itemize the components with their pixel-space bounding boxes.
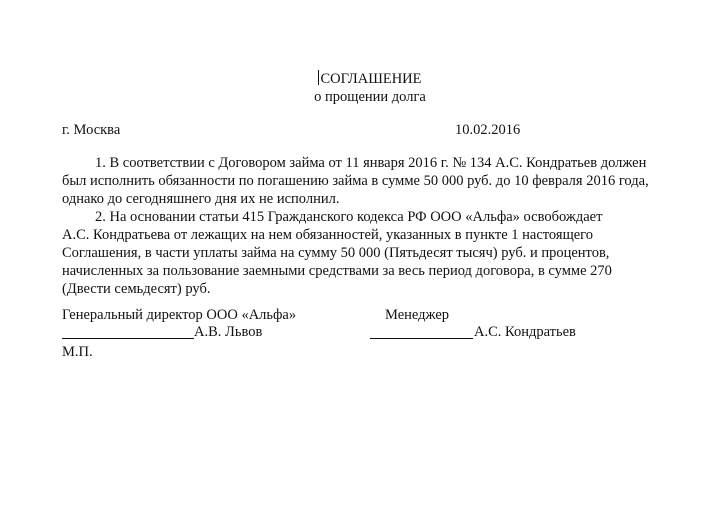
signatory-left-title: Генеральный директор ООО «Альфа» (62, 307, 297, 323)
paragraph-2-line: начисленных за пользование заемными средствами за весь период договора, в сумме 270 (62, 263, 612, 279)
document-city: г. Москва (62, 122, 121, 138)
paragraph-1-line: однако до сегодняшнего дня их не исполнил. (62, 191, 340, 207)
signature-line-left (62, 338, 194, 339)
signatory-right-name: А.С. Кондратьев (474, 324, 576, 340)
paragraph-1-line: 1. В соответствии с Договором займа от 11 января 2016 г. № 134 А.С. Кондратьев должен (95, 155, 647, 171)
paragraph-2-line: Соглашения, в части уплаты займа на сумму 50 000 (Пятьдесят тысяч) руб. и процентов, (62, 245, 610, 261)
paragraph-1-line: был исполнить обязанности по погашению займа в сумме 50 000 руб. до 10 февраля 2016 года, (62, 173, 649, 189)
paragraph-2-line: 2. На основании статьи 415 Гражданского кодекса РФ ООО «Альфа» освобождает (95, 209, 603, 225)
document-date: 10.02.2016 (455, 122, 521, 138)
paragraph-2 (62, 208, 662, 298)
document-title-row (0, 70, 712, 88)
document-subtitle: о прощении долга (314, 89, 426, 105)
signature-line-right (370, 338, 473, 339)
document-title: СОГЛАШЕНИЕ (320, 71, 422, 87)
signatory-right-title: Менеджер (385, 307, 450, 323)
paragraph-2-line: А.С. Кондратьева от лежащих на нем обязанностей, указанных в пункте 1 настоящего (62, 227, 594, 243)
paragraph-2-line: (Двести семьдесят) руб. (62, 281, 211, 297)
stamp-place: М.П. (62, 344, 93, 360)
signatory-left-name: А.В. Львов (194, 324, 263, 340)
paragraph-1 (62, 154, 662, 208)
